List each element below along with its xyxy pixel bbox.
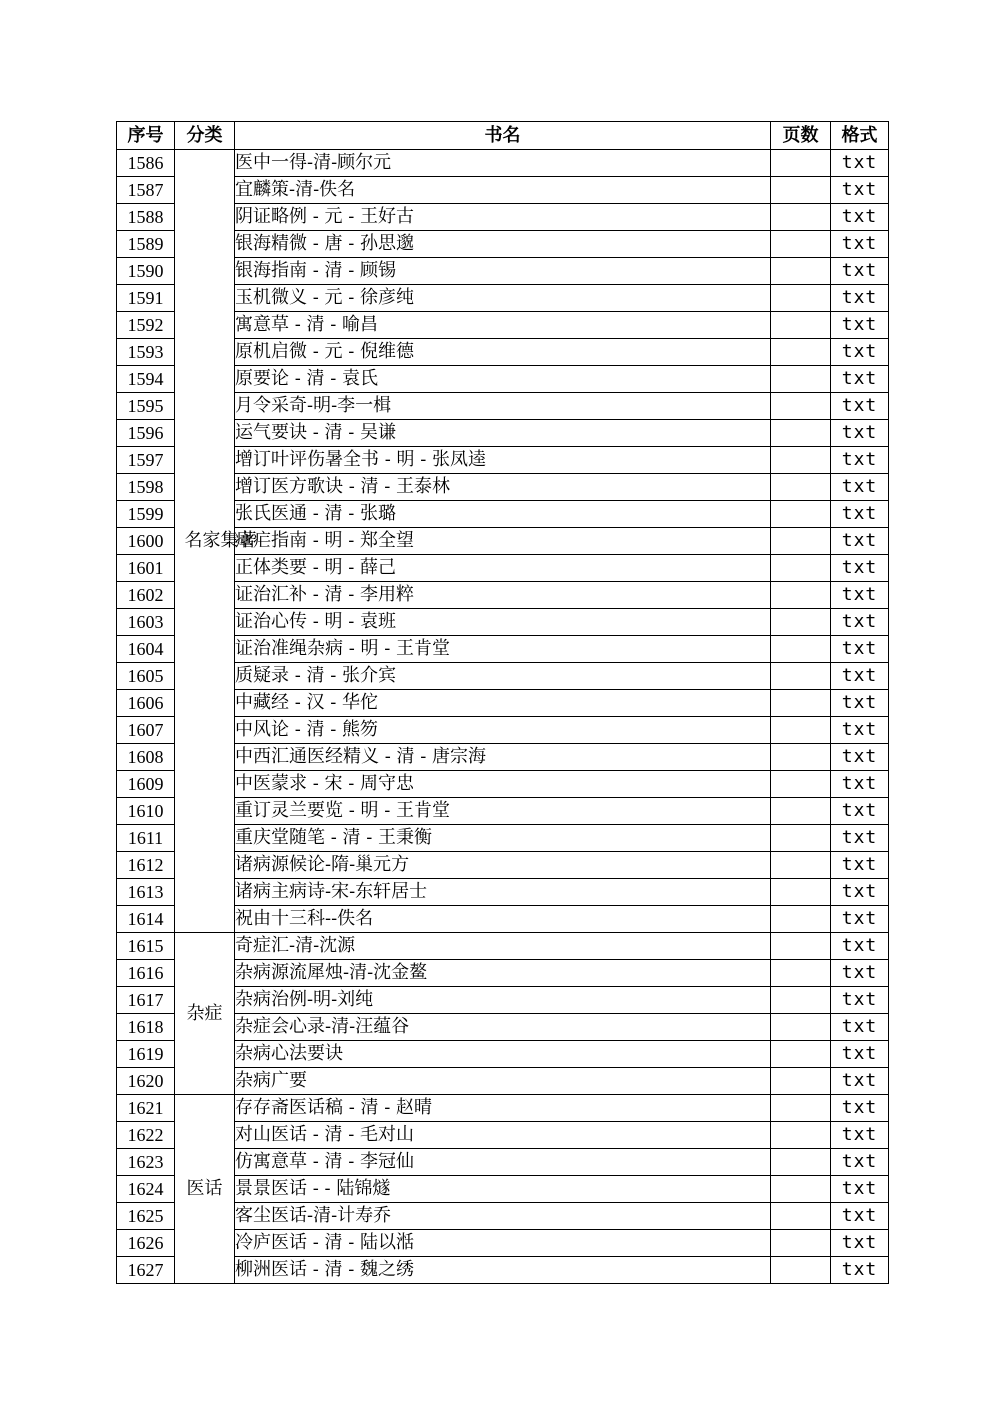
row-number: 1618 <box>117 1014 175 1041</box>
file-format: txt <box>831 474 889 501</box>
book-title: 增订医方歌诀 - 清 - 王泰林 <box>235 474 771 501</box>
book-title: 对山医话 - 清 - 毛对山 <box>235 1122 771 1149</box>
table-row <box>117 150 889 177</box>
page-count <box>771 933 831 960</box>
page-count <box>771 852 831 879</box>
page-count <box>771 582 831 609</box>
row-number: 1593 <box>117 339 175 366</box>
row-number: 1597 <box>117 447 175 474</box>
book-title: 原机启微 - 元 - 倪维德 <box>235 339 771 366</box>
row-number: 1624 <box>117 1176 175 1203</box>
book-title: 证治准绳杂病 - 明 - 王肯堂 <box>235 636 771 663</box>
page-count <box>771 987 831 1014</box>
row-number: 1600 <box>117 528 175 555</box>
file-format: txt <box>831 528 889 555</box>
row-number: 1616 <box>117 960 175 987</box>
book-title: 冷庐医话 - 清 - 陆以湉 <box>235 1230 771 1257</box>
row-number: 1602 <box>117 582 175 609</box>
page-count <box>771 420 831 447</box>
book-title: 证治汇补 - 清 - 李用粹 <box>235 582 771 609</box>
book-title: 诸病源候论-隋-巢元方 <box>235 852 771 879</box>
book-title: 杂病源流犀烛-清-沈金鳌 <box>235 960 771 987</box>
page-count <box>771 690 831 717</box>
book-title: 宜麟策-清-佚名 <box>235 177 771 204</box>
row-number: 1619 <box>117 1041 175 1068</box>
page-count <box>771 1014 831 1041</box>
page-count <box>771 1041 831 1068</box>
file-format: txt <box>831 1176 889 1203</box>
page-count <box>771 1068 831 1095</box>
row-number: 1604 <box>117 636 175 663</box>
book-title: 原要论 - 清 - 袁氏 <box>235 366 771 393</box>
page-count <box>771 555 831 582</box>
row-number: 1622 <box>117 1122 175 1149</box>
page-count <box>771 312 831 339</box>
file-format: txt <box>831 879 889 906</box>
page-count <box>771 285 831 312</box>
file-format: txt <box>831 582 889 609</box>
page-count <box>771 798 831 825</box>
file-format: txt <box>831 393 889 420</box>
row-number: 1588 <box>117 204 175 231</box>
page-count <box>771 150 831 177</box>
row-number: 1589 <box>117 231 175 258</box>
header-category: 分类 <box>175 122 235 150</box>
file-format: txt <box>831 852 889 879</box>
file-format: txt <box>831 366 889 393</box>
book-title: 中风论 - 清 - 熊笏 <box>235 717 771 744</box>
book-title: 重庆堂随笔 - 清 - 王秉衡 <box>235 825 771 852</box>
file-format: txt <box>831 960 889 987</box>
page-count <box>771 366 831 393</box>
file-format: txt <box>831 555 889 582</box>
book-title: 存存斋医话稿 - 清 - 赵晴 <box>235 1095 771 1122</box>
file-format: txt <box>831 1149 889 1176</box>
file-format: txt <box>831 744 889 771</box>
row-number: 1625 <box>117 1203 175 1230</box>
book-title: 质疑录 - 清 - 张介宾 <box>235 663 771 690</box>
file-format: txt <box>831 150 889 177</box>
file-format: txt <box>831 636 889 663</box>
page-count <box>771 1257 831 1284</box>
row-number: 1591 <box>117 285 175 312</box>
page-count <box>771 258 831 285</box>
row-number: 1614 <box>117 906 175 933</box>
book-title: 中藏经 - 汉 - 华佗 <box>235 690 771 717</box>
book-title: 杂病心法要诀 <box>235 1041 771 1068</box>
file-format: txt <box>831 663 889 690</box>
file-format: txt <box>831 501 889 528</box>
page-count <box>771 231 831 258</box>
row-number: 1611 <box>117 825 175 852</box>
header-num: 序号 <box>117 122 175 150</box>
row-number: 1592 <box>117 312 175 339</box>
row-number: 1599 <box>117 501 175 528</box>
category-label: 医话 <box>186 1178 223 1199</box>
row-number: 1627 <box>117 1257 175 1284</box>
row-number: 1613 <box>117 879 175 906</box>
book-title: 杂症会心录-清-汪蕴谷 <box>235 1014 771 1041</box>
book-title: 增订叶评伤暑全书 - 明 - 张凤逵 <box>235 447 771 474</box>
book-title: 诸病主病诗-宋-东轩居士 <box>235 879 771 906</box>
page-count <box>771 1203 831 1230</box>
row-number: 1587 <box>117 177 175 204</box>
page-count <box>771 609 831 636</box>
file-format: txt <box>831 690 889 717</box>
file-format: txt <box>831 420 889 447</box>
book-title: 医中一得-清-顾尔元 <box>235 150 771 177</box>
row-number: 1615 <box>117 933 175 960</box>
row-number: 1612 <box>117 852 175 879</box>
book-title: 奇症汇-清-沈源 <box>235 933 771 960</box>
file-format: txt <box>831 1041 889 1068</box>
book-title: 月令采奇-明-李一楫 <box>235 393 771 420</box>
book-title: 杂病广要 <box>235 1068 771 1095</box>
row-number: 1590 <box>117 258 175 285</box>
file-format: txt <box>831 717 889 744</box>
file-format: txt <box>831 609 889 636</box>
file-format: txt <box>831 1095 889 1122</box>
book-title: 玉机微义 - 元 - 徐彦纯 <box>235 285 771 312</box>
file-format: txt <box>831 771 889 798</box>
book-title: 中医蒙求 - 宋 - 周守忠 <box>235 771 771 798</box>
file-format: txt <box>831 825 889 852</box>
row-number: 1617 <box>117 987 175 1014</box>
page-count <box>771 204 831 231</box>
catalog-page <box>116 121 888 1284</box>
row-number: 1598 <box>117 474 175 501</box>
row-number: 1610 <box>117 798 175 825</box>
category-cell <box>175 1095 235 1284</box>
page-count <box>771 636 831 663</box>
page-count <box>771 501 831 528</box>
file-format: txt <box>831 1068 889 1095</box>
book-title: 运气要诀 - 清 - 吴谦 <box>235 420 771 447</box>
book-title: 银海指南 - 清 - 顾锡 <box>235 258 771 285</box>
page-count <box>771 717 831 744</box>
page-count <box>771 1230 831 1257</box>
file-format: txt <box>831 987 889 1014</box>
book-title: 景景医话 - - 陆锦燧 <box>235 1176 771 1203</box>
row-number: 1623 <box>117 1149 175 1176</box>
book-title: 重订灵兰要览 - 明 - 王肯堂 <box>235 798 771 825</box>
book-title: 柳洲医话 - 清 - 魏之绣 <box>235 1257 771 1284</box>
table-body <box>117 150 889 1284</box>
table-row <box>117 1095 889 1122</box>
file-format: txt <box>831 1203 889 1230</box>
row-number: 1621 <box>117 1095 175 1122</box>
header-pages: 页数 <box>771 122 831 150</box>
book-title: 证治心传 - 明 - 袁班 <box>235 609 771 636</box>
page-count <box>771 339 831 366</box>
row-number: 1609 <box>117 771 175 798</box>
page-count <box>771 1176 831 1203</box>
book-title: 杂病治例-明-刘纯 <box>235 987 771 1014</box>
page-count <box>771 447 831 474</box>
book-title: 仿寓意草 - 清 - 李冠仙 <box>235 1149 771 1176</box>
book-catalog-table <box>116 121 889 1284</box>
page-count <box>771 177 831 204</box>
file-format: txt <box>831 312 889 339</box>
page-count <box>771 771 831 798</box>
file-format: txt <box>831 231 889 258</box>
book-title: 客尘医话-清-计寿乔 <box>235 1203 771 1230</box>
file-format: txt <box>831 285 889 312</box>
row-number: 1626 <box>117 1230 175 1257</box>
file-format: txt <box>831 447 889 474</box>
row-number: 1620 <box>117 1068 175 1095</box>
table-header-row <box>117 122 889 150</box>
file-format: txt <box>831 204 889 231</box>
row-number: 1601 <box>117 555 175 582</box>
page-count <box>771 1122 831 1149</box>
book-title: 祝由十三科--佚名 <box>235 906 771 933</box>
category-cell <box>175 150 257 933</box>
row-number: 1586 <box>117 150 175 177</box>
page-count <box>771 960 831 987</box>
page-count <box>771 744 831 771</box>
file-format: txt <box>831 1257 889 1284</box>
book-title: 寓意草 - 清 - 喻昌 <box>235 312 771 339</box>
file-format: txt <box>831 906 889 933</box>
book-title: 瘴疟指南 - 明 - 郑全望 <box>235 528 771 555</box>
category-label: 杂症 <box>186 1002 223 1024</box>
row-number: 1596 <box>117 420 175 447</box>
book-title: 银海精微 - 唐 - 孙思邈 <box>235 231 771 258</box>
page-count <box>771 663 831 690</box>
category-cell <box>175 933 235 1095</box>
book-title: 张氏医通 - 清 - 张璐 <box>235 501 771 528</box>
category-label: 名家集著 <box>184 530 257 551</box>
file-format: txt <box>831 1230 889 1257</box>
page-count <box>771 1095 831 1122</box>
page-count <box>771 1149 831 1176</box>
page-count <box>771 825 831 852</box>
row-number: 1595 <box>117 393 175 420</box>
file-format: txt <box>831 258 889 285</box>
row-number: 1608 <box>117 744 175 771</box>
file-format: txt <box>831 1014 889 1041</box>
page-count <box>771 393 831 420</box>
page-count <box>771 906 831 933</box>
page-count <box>771 879 831 906</box>
file-format: txt <box>831 339 889 366</box>
row-number: 1605 <box>117 663 175 690</box>
book-title: 正体类要 - 明 - 薛己 <box>235 555 771 582</box>
row-number: 1606 <box>117 690 175 717</box>
header-name: 书名 <box>235 122 771 150</box>
book-title: 阴证略例 - 元 - 王好古 <box>235 204 771 231</box>
file-format: txt <box>831 177 889 204</box>
row-number: 1594 <box>117 366 175 393</box>
page-count <box>771 474 831 501</box>
table-row <box>117 933 889 960</box>
header-format: 格式 <box>831 122 889 150</box>
page-count <box>771 528 831 555</box>
row-number: 1603 <box>117 609 175 636</box>
row-number: 1607 <box>117 717 175 744</box>
file-format: txt <box>831 798 889 825</box>
file-format: txt <box>831 933 889 960</box>
file-format: txt <box>831 1122 889 1149</box>
book-title: 中西汇通医经精义 - 清 - 唐宗海 <box>235 744 771 771</box>
